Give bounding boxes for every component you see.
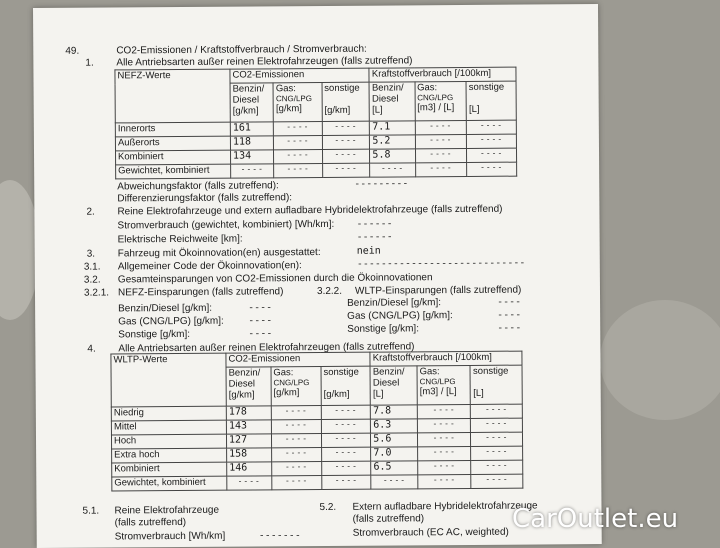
section-number: 5.1. [82, 505, 100, 517]
table-cell: ---- [272, 475, 322, 489]
strom-label: Stromverbrauch (gewichtet, kombiniert) [Wh/km]: [117, 218, 335, 232]
table-cell: ---- [322, 135, 370, 149]
subheader-line: Diesel [232, 94, 260, 106]
row-label: Mittel [111, 420, 226, 435]
subheader-line: [m3] / [L] [417, 102, 455, 114]
subheader-line: [g/km] [273, 387, 300, 399]
nefz-benzin-value: ---- [248, 302, 273, 314]
table-cell: ---- [467, 162, 517, 176]
subheader-line: Benzin/ [228, 367, 261, 379]
row-label: Hoch [111, 434, 226, 449]
section-title: Allgemeiner Code der Ökoinnovation(en): [117, 260, 302, 273]
row-label: Gewichtet, kombiniert [112, 476, 227, 491]
table-cell: 7.0 [371, 447, 418, 461]
table-cell: ---- [467, 134, 517, 148]
row-label: Innerorts [115, 122, 230, 137]
subheader-line: CNG/LPG [419, 377, 456, 387]
table-cell: ---- [418, 460, 472, 474]
subheader-line: Gas: [417, 82, 438, 94]
wltp-table [110, 351, 523, 492]
subheader-line: sonstige [324, 82, 360, 94]
table-cell: 118 [230, 136, 273, 150]
section-title: Reine Elektrofahrzeuge und extern aufladbare Hybridelektrofahrzeuge (falls zutreffend) [117, 203, 503, 218]
table-cell: 7.8 [371, 405, 418, 419]
table-cell: 6.3 [371, 419, 418, 433]
table-cell: ---- [322, 149, 370, 163]
watermark-logo: CarOutlet.eu [512, 504, 679, 534]
table-cell: 7.1 [370, 121, 415, 135]
section-title: Alle Antriebsarten außer reinen Elektrofahrzeugen (falls zutreffend) [116, 55, 413, 69]
section-number: 49. [65, 45, 80, 57]
nefz-sonst-label: Sonstige [g/km]: [118, 328, 191, 341]
table-cell: ---- [466, 120, 516, 134]
table-cell: ---- [271, 419, 321, 433]
fuel-head: Kraftstoffverbrauch [/100km] [369, 67, 516, 82]
subheader-line: [m3] / [L] [419, 386, 457, 398]
table-cell: ---- [274, 149, 323, 163]
subheader-line: Benzin/ [371, 82, 404, 94]
section-number: 3.2.1. [83, 287, 110, 299]
table-cell: 5.8 [370, 149, 415, 163]
differenz-label: Differenzierungsfaktor (falls zutreffend): [117, 192, 293, 205]
subheader-line: Gas: [275, 83, 296, 95]
subheader-line: Diesel [372, 377, 400, 389]
wltp-sonst-label: Sonstige [g/km]: [347, 323, 419, 335]
table-cell: ---- [471, 404, 523, 418]
table-row [116, 162, 517, 179]
section-number: 3.2.2. [316, 285, 343, 298]
strom-value: ------ [356, 218, 393, 230]
table-cell: ---- [415, 134, 467, 148]
subheader-line: CNG/LPG [275, 94, 312, 104]
subheader-line: [L] [468, 103, 480, 115]
table-cell: ---- [322, 121, 370, 135]
table-cell: 158 [227, 448, 272, 462]
table-cell: 178 [226, 406, 271, 420]
column-subheader [417, 365, 471, 404]
table-cell: 134 [230, 150, 273, 164]
subheader-line: sonstige [472, 365, 509, 377]
column-subheader [415, 81, 467, 120]
row-label: Gewichtet, kombiniert [116, 164, 231, 179]
oekoinnovation-value: nein [356, 245, 381, 257]
table-cell: ---- [322, 461, 371, 475]
table-cell: ---- [471, 446, 523, 460]
section-title: CO2-Emissionen / Kraftstoffverbrauch / Stromverbrauch: [116, 43, 367, 57]
table-cell: 6.5 [371, 461, 418, 475]
wltp-gas-label: Gas (CNG/LPG) [g/km]: [347, 310, 453, 322]
strom-label: Stromverbrauch (EC AC, weighted) [352, 526, 509, 539]
section-title: NEFZ-Einsparungen (falls zutreffend) [117, 286, 284, 299]
column-subheader [370, 366, 417, 405]
table-row [112, 474, 523, 491]
table-cell: 146 [227, 462, 272, 476]
table-cell: 5.6 [371, 433, 418, 447]
column-subheader [271, 366, 321, 405]
table-cell: ---- [467, 148, 517, 162]
reichweite-label: Elektrische Reichweite [km]: [117, 233, 243, 246]
nefz-gas-value: ---- [248, 315, 273, 327]
subheader-line: [g/km] [228, 389, 255, 401]
table-cell: ---- [417, 418, 471, 432]
column-subheader [369, 82, 414, 121]
row-label: Kombiniert [115, 150, 230, 165]
section-title: Gesamteinsparungen von CO2-Emissionen durch die Ökoinnovationen [117, 272, 433, 286]
subheader-line: Diesel [228, 378, 256, 390]
fuel-head: Kraftstoffverbrauch [/100km] [370, 351, 522, 366]
table-cell: ---- [415, 120, 467, 134]
reichweite-value: ------ [356, 231, 393, 243]
table-cell: ---- [321, 447, 370, 461]
table-cell: ---- [274, 135, 323, 149]
oeko-code-value: ---------------------------- [356, 257, 526, 270]
wltp-benzin-value: ---- [497, 296, 522, 308]
table-cell: ---- [371, 475, 418, 489]
subheader-line: Gas: [273, 367, 294, 379]
table-cell: ---- [271, 461, 321, 475]
section-subtitle: (falls zutreffend) [114, 516, 187, 529]
column-subheader [230, 83, 274, 122]
subheader-line: Benzin/ [372, 366, 405, 378]
subheader-line: sonstige [323, 366, 359, 378]
subheader-line [469, 93, 514, 104]
subheader-line: [L] [473, 387, 484, 399]
subheader-line: CNG/LPG [417, 93, 454, 103]
table-cell: ---- [417, 404, 471, 418]
section-title: WLTP-Einsparungen (falls zutreffend) [354, 284, 522, 297]
section-number: 3. [86, 248, 96, 260]
abweichung-label: Abweichungsfaktor (falls zutreffend): [117, 180, 279, 193]
subheader-line: [L] [372, 104, 383, 116]
section-number: 5.2. [319, 501, 337, 514]
table-cell: ---- [231, 164, 274, 178]
row-label: Kombiniert [112, 462, 227, 477]
table-cell: ---- [227, 476, 272, 490]
table-cell: ---- [415, 162, 467, 176]
column-subheader [321, 366, 371, 405]
table-cell: ---- [471, 460, 523, 474]
table-cell: ---- [271, 447, 321, 461]
table-cell: ---- [321, 433, 370, 447]
strom-value: ------- [258, 530, 301, 542]
table-cell: ---- [370, 163, 415, 177]
table-cell: ---- [322, 475, 371, 489]
co2-head: CO2-Emissionen [230, 68, 369, 83]
subheader-line: [g/km] [324, 104, 351, 116]
section-title: Reine Elektrofahrzeuge [114, 504, 220, 517]
table-cell: ---- [418, 474, 472, 488]
table-cell: 127 [226, 434, 271, 448]
table-cell: ---- [271, 433, 321, 447]
table-cell: 5.2 [370, 135, 415, 149]
table-cell: ---- [271, 405, 321, 419]
nefz-table [114, 67, 517, 180]
row-label: Niedrig [111, 406, 226, 421]
section-subtitle: (falls zutreffend) [352, 513, 425, 525]
table-head-label: WLTP-Werte [111, 353, 226, 407]
table-cell: 143 [226, 420, 271, 434]
subheader-line: [g/km] [232, 105, 259, 117]
table-head-label: NEFZ-Werte [115, 69, 230, 123]
section-number: 3.1. [83, 261, 101, 273]
subheader-line [324, 378, 368, 389]
section-title: Fahrzeug mit Ökoinnovation(en) ausgestattet: [117, 246, 321, 260]
section-number: 2. [86, 206, 95, 218]
table-cell: ---- [321, 405, 370, 419]
table-cell: ---- [274, 163, 323, 177]
background-stain [600, 300, 720, 420]
wltp-benzin-label: Benzin/Diesel [g/km]: [347, 297, 442, 309]
document-page [33, 4, 602, 548]
section-number: 1. [85, 57, 94, 69]
subheader-line: Benzin/ [232, 83, 265, 95]
nefz-benzin-label: Benzin/Diesel [g/km]: [118, 302, 213, 315]
section-title: Alle Antriebsarten außer reinen Elektrofahrzeugen (falls zutreffend) [118, 341, 415, 355]
wltp-sonst-value: ---- [497, 322, 522, 334]
table-cell: ---- [417, 432, 471, 446]
table-cell: ---- [274, 121, 323, 135]
row-label: Extra hoch [112, 448, 227, 463]
row-label: Außerorts [115, 136, 230, 151]
column-subheader [226, 367, 271, 406]
section-title: Extern aufladbare Hybridelektrofahrzeuge [352, 500, 538, 513]
table-cell: ---- [418, 446, 472, 460]
table-cell: ---- [471, 474, 523, 488]
subheader-line [473, 377, 520, 388]
table-cell: 161 [230, 122, 273, 136]
column-subheader [466, 81, 516, 120]
column-subheader [322, 82, 370, 121]
co2-head: CO2-Emissionen [226, 352, 370, 367]
table-cell: ---- [471, 418, 523, 432]
table-cell: ---- [415, 148, 467, 162]
strom-label: Stromverbrauch [Wh/km] [114, 530, 226, 543]
wltp-gas-value: ---- [497, 309, 522, 321]
subheader-line [324, 94, 367, 105]
table-cell: ---- [322, 163, 370, 177]
nefz-sonst-value: ---- [248, 328, 273, 340]
subheader-line: [L] [372, 388, 384, 400]
subheader-line: CNG/LPG [273, 378, 310, 388]
subheader-line: [g/km] [275, 103, 302, 115]
column-subheader [470, 365, 522, 404]
section-number: 4. [87, 343, 96, 355]
subheader-line: sonstige [468, 81, 505, 93]
subheader-line: Gas: [419, 366, 440, 378]
abweichung-value: --------- [354, 178, 409, 190]
nefz-gas-label: Gas (CNG/LPG) [g/km]: [118, 315, 224, 328]
column-subheader [273, 82, 322, 121]
section-number: 3.2. [83, 274, 101, 286]
table-cell: ---- [321, 419, 370, 433]
subheader-line: [g/km] [323, 388, 350, 400]
subheader-line: Diesel [371, 93, 399, 105]
table-cell: ---- [471, 432, 523, 446]
